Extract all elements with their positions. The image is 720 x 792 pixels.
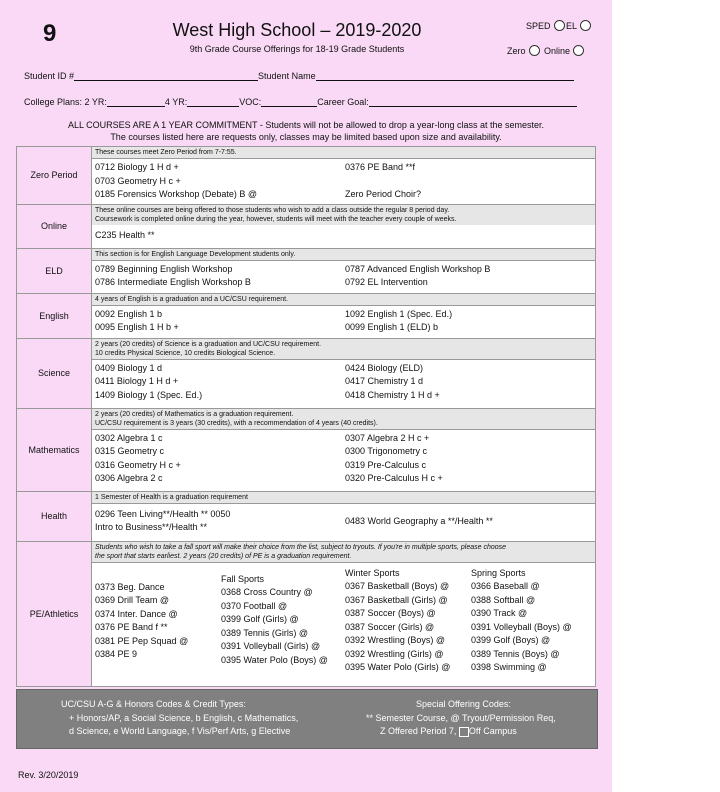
course-item[interactable]: 0384 PE 9 (95, 649, 138, 659)
science-note-line-1: 2 years (20 credits) of Science is a graduation and UC/CSU requirement. (95, 340, 322, 348)
course-item[interactable]: 0703 Geometry H c + (95, 175, 181, 186)
zero-checkbox-icon[interactable] (529, 45, 540, 56)
course-item[interactable]: 0300 Trigonometry c (345, 446, 428, 456)
science-label: Science (17, 338, 92, 408)
four-yr-label: 4 YR: (164, 97, 188, 107)
pe-athletics-label: PE/Athletics (17, 541, 92, 686)
el-option[interactable] (566, 20, 591, 31)
course-item[interactable]: 1409 Biology 1 (Spec. Ed.) (95, 389, 203, 400)
course-item[interactable]: 0483 World Geography a **/Health ** (345, 515, 493, 526)
course-item[interactable]: 0381 PE Pep Squad @ (95, 635, 189, 646)
course-item[interactable]: 0792 EL Intervention (345, 277, 428, 287)
student-id-label: Student ID # (24, 71, 75, 81)
online-label: Online (544, 45, 571, 56)
zero-period-note: These courses meet Zero Period from 7-7:55. (92, 147, 595, 159)
codes-left-title: UC/CSU A-G & Honors Codes & Credit Types: (61, 699, 246, 709)
mathematics-note-line-2: UC/CSU requirement is 3 years (30 credits), with a recommendation of 4 years (40 credits). (95, 419, 378, 427)
course-item[interactable]: 0369 Drill Team @ (95, 595, 169, 605)
course-item[interactable]: 0409 Biology 1 d (95, 362, 163, 373)
course-item[interactable]: 0395 Water Polo (Girls) @ (345, 662, 451, 672)
course-item[interactable]: 0367 Basketball (Boys) @ (345, 581, 450, 591)
zero-label: Zero (507, 45, 526, 56)
college-plans-label: College Plans: 2 YR: (24, 97, 107, 107)
course-item[interactable]: C235 Health ** (95, 229, 155, 240)
pe-athletics-row (17, 541, 596, 686)
english-note: 4 years of English is a graduation and a UC/CSU requirement. (92, 294, 595, 306)
page-title: West High School – 2019-2020 (172, 20, 422, 40)
page-subtitle: 9th Grade Course Offerings for 18-19 Grade Students (189, 44, 405, 54)
course-item[interactable]: 0392 Wrestling (Girls) @ (345, 648, 444, 659)
course-item[interactable]: 0092 English 1 b (95, 308, 163, 319)
codes-right-line-2a: Z Offered Period 7, (380, 726, 457, 736)
course-item[interactable]: 0319 Pre-Calculus c (345, 459, 427, 470)
course-item[interactable]: 0786 Intermediate English Workshop B (95, 277, 251, 287)
mathematics-note-line-1: 2 years (20 credits) of Mathematics is a graduation requirement. (95, 410, 294, 418)
course-item[interactable]: 0376 PE Band f ** (95, 622, 168, 632)
science-note-line-2: 10 credits Physical Science, 10 credits Biological Science. (95, 349, 276, 357)
career-goal-input[interactable] (369, 96, 577, 107)
course-item[interactable]: 0395 Water Polo (Boys) @ (221, 654, 328, 665)
course-item[interactable]: 0387 Soccer (Boys) @ (345, 608, 436, 618)
course-item[interactable]: 0373 Beg. Dance (95, 581, 165, 592)
course-item[interactable]: 0368 Cross Country @ (221, 587, 313, 597)
course-item[interactable]: 0390 Track @ (471, 608, 528, 618)
course-item[interactable]: 0787 Advanced English Workshop B (345, 263, 491, 274)
mathematics-note (92, 409, 595, 430)
english-label: English (17, 293, 92, 338)
spring-sports-heading: Spring Sports (471, 567, 526, 578)
course-item[interactable]: 0712 Biology 1 H d + (95, 162, 179, 172)
commitment-line-2: The courses listed here are requests only, classes may be limited based upon size and availability. (110, 132, 502, 142)
course-item[interactable]: 0307 Algebra 2 H c + (345, 432, 430, 443)
course-item[interactable]: 0306 Algebra 2 c (95, 473, 163, 483)
eld-row (17, 248, 596, 293)
course-item[interactable]: Zero Period Choir? (345, 189, 422, 199)
el-checkbox-icon[interactable] (580, 20, 591, 31)
commitment-line-1: ALL COURSES ARE A 1 YEAR COMMITMENT - Students will not be allowed to drop a year-long class at the semester. (67, 120, 545, 130)
codes-legend (16, 689, 598, 749)
course-item[interactable]: 0320 Pre-Calculus H c + (345, 473, 443, 483)
course-table (16, 146, 596, 687)
course-item[interactable]: 0367 Basketball (Girls) @ (345, 594, 448, 605)
voc-input[interactable] (261, 96, 317, 107)
course-item[interactable]: 0399 Golf (Girls) @ (221, 614, 299, 624)
fall-sports-heading: Fall Sports (221, 573, 265, 584)
winter-sports-heading: Winter Sports (345, 567, 400, 578)
course-item[interactable]: 0374 Inter. Dance @ (95, 608, 178, 619)
grade-number: 9 (43, 20, 57, 47)
course-item[interactable]: 0296 Teen Living**/Health ** 0050 (95, 508, 231, 519)
online-label: Online (17, 204, 92, 248)
online-option[interactable] (544, 45, 584, 56)
course-item[interactable]: 0417 Chemistry 1 d (345, 376, 424, 386)
course-item[interactable]: 0387 Soccer (Girls) @ (345, 621, 435, 632)
student-id-input[interactable] (74, 70, 258, 81)
college-plans-field[interactable] (24, 96, 577, 107)
english-row (17, 293, 596, 338)
course-item[interactable]: 0789 Beginning English Workshop (95, 263, 233, 274)
course-item[interactable]: 0376 PE Band **f (345, 162, 416, 172)
online-checkbox-icon[interactable] (573, 45, 584, 56)
sped-checkbox-icon[interactable] (554, 20, 565, 31)
codes-right-title: Special Offering Codes: (416, 699, 511, 709)
health-row (17, 491, 596, 541)
course-item[interactable]: 0388 Softball @ (471, 594, 536, 605)
codes-right-line-2b: Off Campus (468, 726, 517, 736)
student-name-input[interactable] (316, 70, 574, 81)
online-note-line-1: These online courses are being offered to those students who wish to add a class outside the regular 8 period day. (95, 206, 450, 214)
mathematics-label: Mathematics (17, 408, 92, 491)
pe-athletics-note (92, 542, 595, 563)
revision-date: Rev. 3/20/2019 (18, 770, 79, 780)
course-item[interactable]: 1092 English 1 (Spec. Ed.) (345, 308, 453, 319)
student-name-label: Student Name (258, 71, 316, 81)
four-yr-input[interactable] (187, 96, 239, 107)
course-item[interactable]: 0418 Chemistry 1 H d + (345, 389, 440, 400)
course-item[interactable]: 0389 Tennis (Girls) @ (221, 627, 309, 638)
online-note (92, 205, 595, 225)
zero-option[interactable] (507, 45, 540, 56)
zero-period-row (17, 147, 596, 205)
online-row (17, 204, 596, 248)
course-item[interactable]: 0399 Golf (Boys) @ (471, 635, 551, 645)
science-row (17, 338, 596, 408)
science-note (92, 339, 595, 360)
eld-label: ELD (17, 248, 92, 293)
course-item[interactable]: 0315 Geometry c (95, 446, 165, 456)
codes-left-line-2: d Science, e World Language, f Vis/Perf Arts, g Elective (69, 726, 291, 736)
course-item[interactable]: 0370 Football @ (221, 600, 288, 611)
course-item[interactable]: 0391 Volleyball (Boys) @ (471, 621, 572, 632)
codes-left-line-1: + Honors/AP, a Social Science, b English, c Mathematics, (69, 713, 299, 723)
health-label: Health (17, 491, 92, 541)
student-id-field[interactable] (24, 70, 574, 81)
pe-note-line-1: Students who wish to take a fall sport will make their choice from the list, subject to tryouts. If you're in multiple sports, please choose (95, 543, 507, 551)
mathematics-row (17, 408, 596, 491)
voc-label: VOC: (239, 97, 262, 107)
course-item[interactable]: 0389 Tennis (Boys) @ (471, 648, 560, 659)
course-item[interactable]: 0411 Biology 1 H d + (95, 376, 179, 386)
course-item[interactable]: 0099 English 1 (ELD) b (345, 322, 439, 332)
course-item[interactable]: Intro to Business**/Health ** (95, 522, 208, 532)
el-label: EL (566, 20, 578, 31)
codes-right-line-1: ** Semester Course, @ Tryout/Permission Req, (366, 713, 556, 723)
online-note-line-2: Coursework is completed online during the year, however, students will meet with the teacher every couple of weeks. (95, 215, 457, 223)
codes-right-line-2 (380, 726, 517, 737)
pe-note-line-2: the sport that starts earliest. 2 years (20 credits) of PE is a graduation requirement. (95, 552, 352, 560)
course-item[interactable]: 0391 Volleyball (Girls) @ (221, 641, 321, 651)
health-note: 1 Semester of Health is a graduation requirement (92, 492, 595, 504)
sped-label: SPED (526, 20, 551, 31)
off-campus-box-icon (459, 727, 469, 737)
two-yr-input[interactable] (107, 96, 165, 107)
sped-option[interactable] (526, 20, 565, 31)
career-goal-label: Career Goal: (317, 97, 369, 107)
course-item[interactable]: 0366 Baseball @ (471, 581, 540, 591)
course-item[interactable]: 0398 Swimming @ (471, 662, 547, 672)
zero-period-label: Zero Period (17, 147, 92, 205)
course-item[interactable]: 0392 Wrestling (Boys) @ (345, 635, 446, 645)
eld-note: This section is for English Language Development students only. (92, 249, 595, 261)
course-item[interactable]: 0185 Forensics Workshop (Debate) B @ (95, 189, 258, 199)
course-item[interactable]: 0316 Geometry H c + (95, 459, 181, 470)
course-item[interactable]: 0302 Algebra 1 c (95, 432, 163, 443)
course-item[interactable]: 0095 English 1 H b + (95, 322, 179, 332)
course-item[interactable] (345, 175, 592, 189)
course-item[interactable]: 0424 Biology (ELD) (345, 362, 424, 373)
